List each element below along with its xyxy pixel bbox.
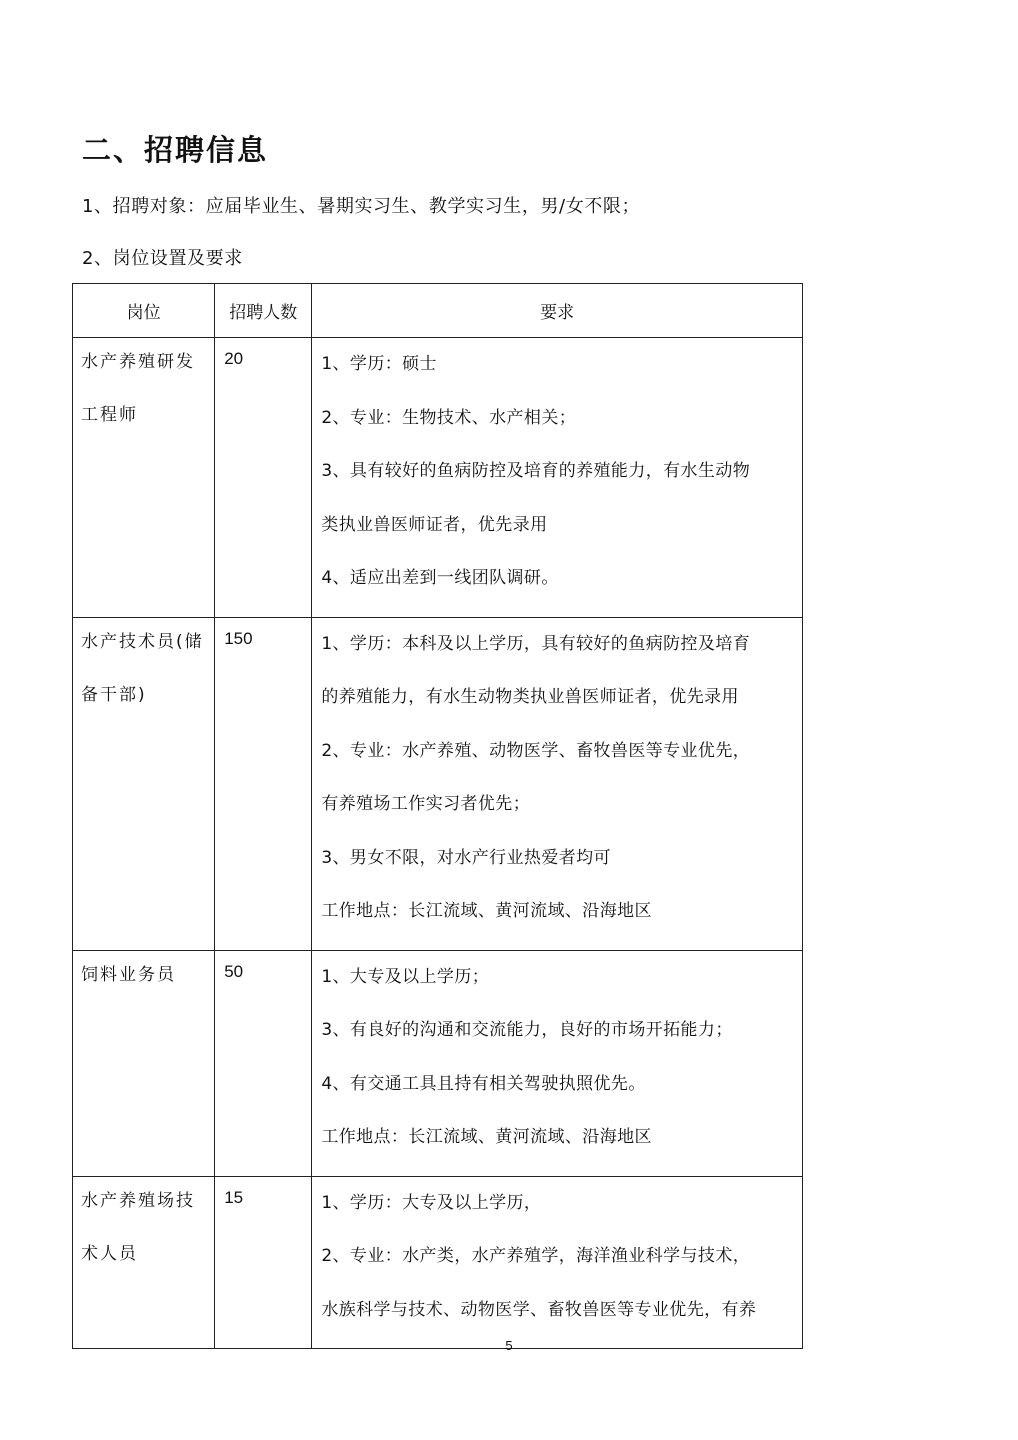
requirement-line: 1、学历：大专及以上学历，	[321, 1192, 542, 1213]
requirement-line: 工作地点：长江流域、黄河流域、沿海地区	[321, 901, 652, 921]
requirement-line: 3、男女不限，对水产行业热爱者均可	[321, 847, 611, 868]
requirement-line: 4、适应出差到一线团队调研。	[321, 568, 559, 588]
table-header-row	[73, 284, 803, 338]
header-requirements: 要求	[312, 284, 803, 338]
recruit-target: 1、招聘对象：应届毕业生、暑期实习生、教学实习生，男/女不限；	[82, 196, 641, 217]
position-cell	[73, 617, 215, 950]
requirement-line: 类执业兽医师证者，优先录用	[321, 514, 548, 535]
position-cell	[73, 950, 215, 1176]
requirement-line: 的养殖能力，有水生动物类执业兽医师证者，优先录用	[321, 687, 739, 707]
table-row	[73, 338, 803, 618]
requirement-line: 2、专业：水产养殖、动物医学、畜牧兽医等专业优先，	[321, 740, 751, 761]
requirement-line: 1、学历：硕士	[321, 354, 437, 374]
position-name: 饲料业务员	[81, 964, 176, 985]
table-row	[73, 617, 803, 950]
positions-heading: 2、岗位设置及要求	[82, 248, 243, 269]
requirements-cell	[312, 617, 803, 950]
requirement-line: 2、专业：生物技术、水产相关；	[321, 407, 577, 428]
count-cell: 15	[215, 1176, 312, 1349]
requirements-cell	[312, 1176, 803, 1349]
requirements-cell	[312, 950, 803, 1176]
requirement-line: 有养殖场工作实习者优先；	[321, 794, 531, 814]
requirement-line: 2、专业：水产类，水产养殖学，海洋渔业科学与技术，	[321, 1246, 751, 1266]
requirement-line: 水族科学与技术、动物医学、畜牧兽医等专业优先，有养	[321, 1299, 757, 1320]
page-number: 5	[505, 1338, 513, 1353]
requirement-line: 工作地点：长江流域、黄河流域、沿海地区	[321, 1127, 652, 1147]
requirement-line: 3、有良好的沟通和交流能力，良好的市场开拓能力；	[321, 1020, 733, 1040]
requirement-line: 1、学历：本科及以上学历，具有较好的鱼病防控及培育	[321, 633, 751, 654]
position-name: 水产技术员(储备干部)	[81, 631, 204, 705]
position-name: 水产养殖场技术人员	[81, 1190, 195, 1264]
count-cell: 50	[215, 950, 312, 1176]
requirements-cell	[312, 338, 803, 618]
count-cell: 20	[215, 338, 312, 618]
count-cell: 150	[215, 617, 312, 950]
position-name: 水产养殖研发工程师	[81, 352, 195, 425]
requirement-line: 3、具有较好的鱼病防控及培育的养殖能力，有水生动物	[321, 461, 751, 481]
table-row	[73, 1176, 803, 1349]
table-row	[73, 950, 803, 1176]
header-count: 招聘人数	[215, 284, 312, 338]
requirement-line: 4、有交通工具且持有相关驾驶执照优先。	[321, 1073, 646, 1094]
requirement-line: 1、大专及以上学历；	[321, 966, 490, 987]
header-position: 岗位	[73, 284, 215, 338]
positions-table	[72, 283, 803, 1349]
section-title: 二、招聘信息	[82, 133, 269, 167]
position-cell	[73, 1176, 215, 1349]
position-cell	[73, 338, 215, 618]
